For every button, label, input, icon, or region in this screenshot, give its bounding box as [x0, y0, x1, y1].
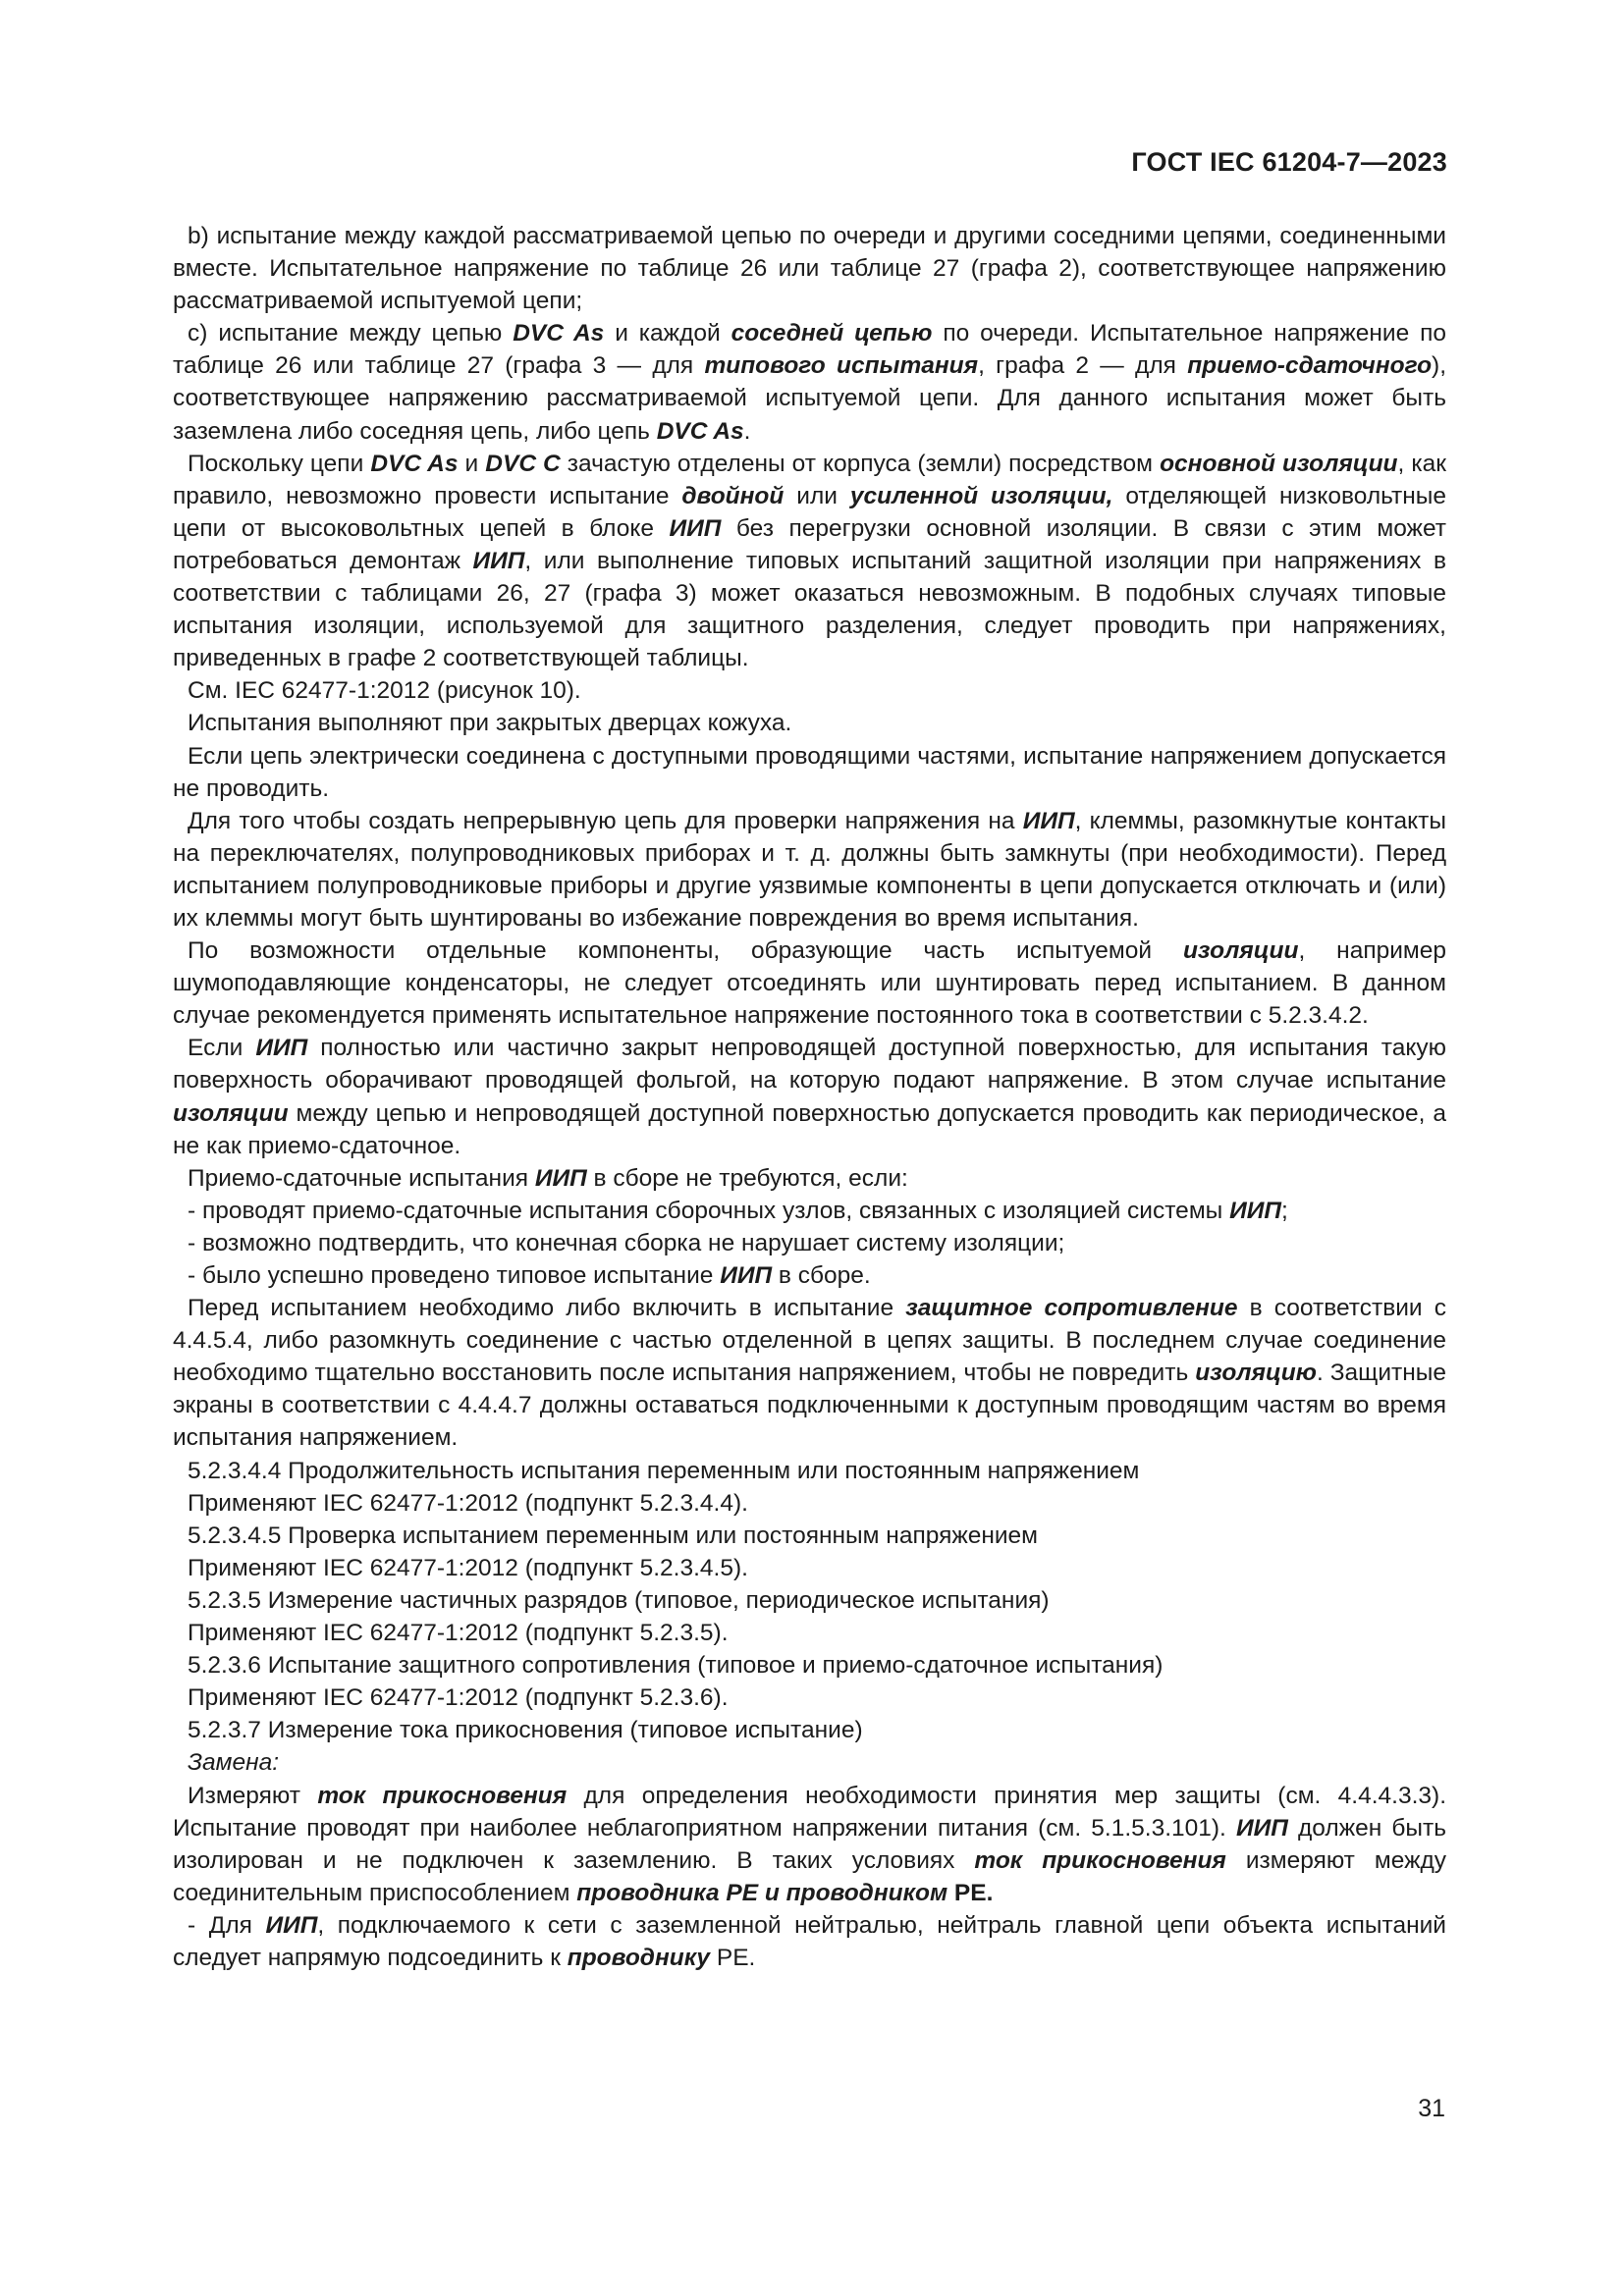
text: PE. — [710, 1944, 756, 1971]
text: , например шумоподавляющие конденсаторы, не следует отсоединять или шунтировать перед испытанием. В данном случае рекомендуется применять испытательное напряжение постоянного тока в соответствии с 5.2.3.4.2. — [173, 937, 1446, 1030]
term: проводника PE и проводником — [576, 1879, 948, 1906]
text: По возможности отдельные компоненты, образующие часть испытуемой — [188, 937, 1183, 965]
section-heading: 5.2.3.4.5 Проверка испытанием переменным или постоянным напряжением — [188, 1522, 1039, 1549]
term: двойной — [681, 482, 785, 509]
text: . — [743, 417, 751, 445]
text: измеряют между соединительным приспособлением — [173, 1846, 1447, 1906]
paragraph — [173, 934, 1446, 1032]
paragraph — [173, 1909, 1446, 1974]
paragraph: Испытания выполняют при закрытых дверцах кожуха. — [188, 710, 792, 737]
section-heading: 5.2.3.7 Измерение тока прикосновения (типовое испытание) — [188, 1717, 863, 1744]
term: ИИП — [1022, 807, 1075, 834]
text: для определения необходимости принятия мер защиты (см. 4.4.4.3.3). Испытание проводят при наиболее неблагоприятном напряжении питания (см. 5.1.5.3.101). — [173, 1782, 1447, 1842]
text: , или выполнение типовых испытаний защитной изоляции при напряжениях в соответствии с таблицами 26, 27 (графа 3) может оказаться невозможным. В подобных случаях типовые испытания изоляции, используемой для защитного разделения, следует проводить при напряжениях, приведенных в графе 2 соответствующей таблицы. — [173, 547, 1446, 672]
term: ИИП — [669, 514, 722, 542]
list-item — [173, 1259, 1446, 1292]
replacement-label: Замена: — [188, 1749, 279, 1777]
emphasis: DVC As — [370, 450, 459, 477]
paragraph: Если цепь электрически соединена с доступными проводящими частями, испытание напряжением допускается не проводить. — [173, 742, 1446, 802]
paragraph — [173, 1780, 1446, 1909]
paragraph: Применяют IEC 62477-1:2012 (подпункт 5.2.3.4.5). — [188, 1554, 748, 1581]
text: , графа 2 — для — [978, 352, 1188, 380]
term: ток прикосновения — [974, 1846, 1226, 1874]
text: Если — [188, 1035, 256, 1062]
paragraph — [173, 805, 1446, 934]
text: и каждой — [604, 320, 731, 347]
term: изоляции — [1182, 937, 1299, 965]
paragraph — [173, 317, 1446, 447]
text: , клеммы, разомкнутые контакты на переключателях, полупроводниковых приборах и т. д. должны быть замкнуты (при необходимости). Перед испытанием полупроводниковые приборы и другие уязвимые компоненты в цепи допускается отключать и (или) их клеммы могут быть шунтированы во избежание повреждения во время испытания. — [173, 807, 1446, 932]
emphasis: DVC As — [513, 320, 605, 347]
emphasis: DVC As — [656, 417, 744, 445]
text: или — [784, 482, 850, 509]
term: усиленной изоляции, — [849, 482, 1113, 509]
text: ), соответствующее напряжению рассматриваемой испытуемой цепи. Для данного испытания может быть заземлена либо соседняя цепь, либо цепь — [173, 352, 1447, 445]
term: защитное сопротивление — [905, 1295, 1238, 1322]
term: ИИП — [720, 1262, 773, 1289]
text: Для того чтобы создать непрерывную цепь для проверки напряжения на — [188, 807, 1023, 834]
paragraph: b) испытание между каждой рассматриваемой цепью по очереди и другими соседними цепями, соединенными вместе. Испытательное напряжение по таблице 26 или таблице 27 (графа 2), соответствующее напряжению рассматриваемой испытуемой цепи; — [173, 223, 1446, 315]
section-heading: 5.2.3.4.4 Продолжительность испытания переменным или постоянным напряжением — [188, 1457, 1140, 1484]
text: , как правило, невозможно провести испытание — [173, 450, 1446, 509]
text: в сборе. — [772, 1262, 871, 1289]
paragraph — [173, 1292, 1446, 1454]
text: полностью или частично закрыт непроводящей доступной поверхностью, для испытания такую поверхность оборачивают проводящей фольгой, на которую подают напряжение. В этом случае испытание — [173, 1035, 1446, 1095]
text: - было успешно проведено типовое испытание — [188, 1262, 721, 1289]
term: приемо-сдаточного — [1187, 352, 1433, 380]
term: типового испытания — [704, 352, 979, 380]
text: между цепью и непроводящей доступной поверхностью допускается проводить как периодическое, а не как приемо-сдаточное. — [173, 1099, 1446, 1159]
term: ИИП — [1229, 1197, 1281, 1224]
paragraph: См. IEC 62477-1:2012 (рисунок 10). — [188, 677, 581, 705]
text: ; — [1280, 1197, 1288, 1224]
paragraph — [173, 1162, 1446, 1195]
text: Измеряют — [188, 1782, 318, 1809]
text: должен быть изолирован и не подключен к заземлению. В таких условиях — [173, 1814, 1446, 1874]
text: - проводят приемо-сдаточные испытания сборочных узлов, связанных с изоляцией системы — [188, 1197, 1230, 1224]
section-heading: 5.2.3.5 Измерение частичных разрядов (типовое, периодическое испытания) — [188, 1586, 1050, 1614]
text: . Защитные экраны в соответствии с 4.4.4.7 должны оставаться подключенными к доступным проводящим частям во время испытания напряжением. — [173, 1360, 1446, 1452]
term: изоляцию — [1195, 1360, 1317, 1387]
text: по очереди. Испытательное напряжение по таблице 26 или таблице 27 (графа 3 — для — [173, 320, 1446, 380]
text: без перегрузки основной изоляции. В связи с этим может потребоваться демонтаж — [173, 514, 1446, 574]
text: и — [458, 450, 486, 477]
term: изоляции — [173, 1099, 289, 1127]
paragraph — [173, 1746, 1446, 1779]
paragraph: Применяют IEC 62477-1:2012 (подпункт 5.2.3.6). — [188, 1684, 729, 1712]
text: Поскольку цепи — [188, 450, 371, 477]
paragraph — [173, 448, 1446, 675]
term: ИИП — [1236, 1814, 1288, 1842]
term: ИИП — [472, 547, 525, 574]
term: ИИП — [255, 1035, 308, 1062]
text: Приемо-сдаточные испытания — [188, 1164, 535, 1192]
emphasis: DVC C — [485, 450, 561, 477]
term: проводнику — [567, 1944, 711, 1971]
term: основной изоляции — [1160, 450, 1398, 477]
paragraph: Применяют IEC 62477-1:2012 (подпункт 5.2.3.5). — [188, 1620, 729, 1647]
text: Перед испытанием необходимо либо включить в испытание — [188, 1295, 906, 1322]
list-item — [173, 1195, 1446, 1227]
list-item: - возможно подтвердить, что конечная сборка не нарушает систему изоляции; — [188, 1229, 1065, 1256]
text: в соответствии с 4.4.5.4, либо разомкнуть соединение с частью отделенной в цепях защиты. В последнем случае соединение необходимо тщательно восстановить после испытания напряжением, чтобы не повредить — [173, 1295, 1446, 1387]
text: отделяющей низковольтные цепи от высоковольтных цепей в блоке — [173, 482, 1446, 542]
term: ИИП — [265, 1911, 318, 1939]
text: c) испытание между цепью — [188, 320, 514, 347]
text: - Для — [188, 1911, 266, 1939]
section-heading: 5.2.3.6 Испытание защитного сопротивления (типовое и приемо-сдаточное испытания) — [188, 1652, 1164, 1680]
paragraph: Применяют IEC 62477-1:2012 (подпункт 5.2.3.4.4). — [188, 1489, 748, 1517]
document-header: ГОСТ IEC 61204-7—2023 — [1131, 147, 1447, 177]
term: ИИП — [534, 1164, 587, 1192]
document-body — [173, 220, 1446, 1974]
text: PE. — [947, 1879, 994, 1906]
text: в сборе не требуются, если: — [586, 1164, 908, 1192]
paragraph — [173, 1032, 1446, 1161]
term: ток прикосновения — [317, 1782, 568, 1809]
text: зачастую отделены от корпуса (земли) посредством — [560, 450, 1161, 477]
term: соседней цепью — [731, 320, 933, 347]
text: , подключаемого к сети с заземленной нейтралью, нейтраль главной цепи объекта испытаний следует напрямую подсоединить к — [173, 1911, 1446, 1971]
page-number: 31 — [1418, 2095, 1445, 2122]
